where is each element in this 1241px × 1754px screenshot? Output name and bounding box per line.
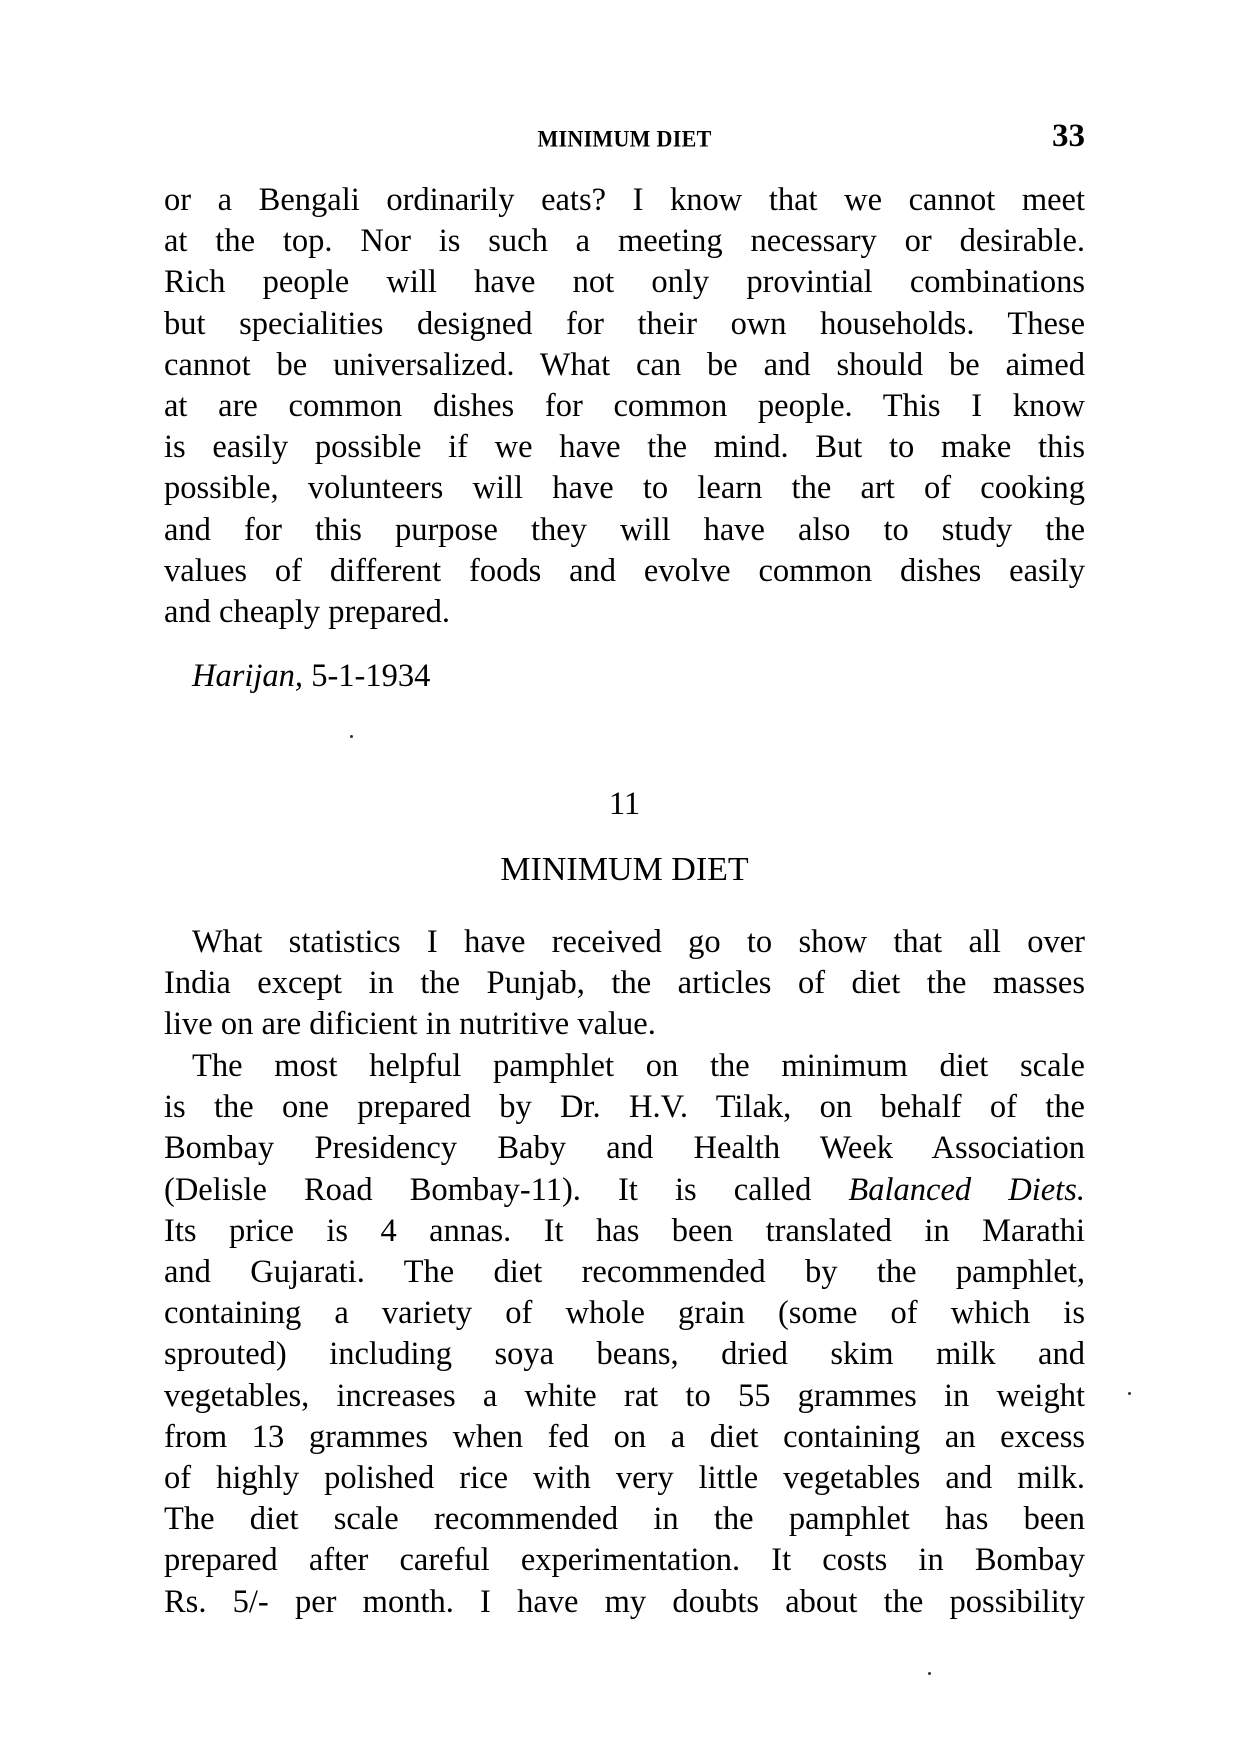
running-head: MINIMUM DIET <box>537 125 712 152</box>
chapter-number: 11 <box>608 786 641 822</box>
text-line: containing a variety of whole grain (some of which is <box>164 1295 1085 1332</box>
text-line: What statistics I have received go to show that all over <box>192 924 1085 960</box>
text-line: live on are dificient in nutritive value. <box>164 1006 656 1043</box>
text-line: at are common dishes for common people. This I know <box>164 388 1085 425</box>
text-line: Rich people will have not only provintial combinations <box>164 264 1085 301</box>
text-line: of highly polished rice with very little vegetables and milk. <box>164 1460 1085 1497</box>
continued-paragraph <box>164 180 1085 633</box>
page-header <box>164 118 1085 158</box>
text-line: and Gujarati. The diet recommended by the pamphlet, <box>164 1254 1085 1291</box>
scan-speck <box>350 735 353 738</box>
text-line: cannot be universalized. What can be and should be aimed <box>164 346 1085 383</box>
paragraph-statistics <box>164 922 1085 1046</box>
paragraph-pamphlet <box>164 1046 1085 1623</box>
text-line: or a Bengali ordinarily eats? I know that we cannot meet <box>164 182 1085 218</box>
citation-date: 5-1-1934 <box>311 658 431 694</box>
text-line: from 13 grammes when fed on a diet containing an excess <box>164 1418 1085 1455</box>
text-line: prepared after careful experimentation. It costs in Bombay <box>164 1542 1085 1579</box>
pamphlet-title: Balanced Diets. <box>848 1171 1085 1208</box>
text-line: at the top. Nor is such a meeting necessary or desirable. <box>164 223 1085 260</box>
text-line: The most helpful pamphlet on the minimum diet scale <box>192 1048 1085 1084</box>
text-line: and cheaply prepared. <box>164 594 451 631</box>
page-number: 33 <box>1052 118 1085 154</box>
scan-speck <box>928 1672 931 1675</box>
citation <box>192 656 430 697</box>
text-line: vegetables, increases a white rat to 55 grammes in weight <box>164 1377 1085 1414</box>
text-line: values of different foods and evolve common dishes easily <box>164 552 1085 589</box>
scan-speck <box>1128 1392 1131 1395</box>
text-fragment: (Delisle Road Bombay-11). It is called <box>164 1171 849 1208</box>
text-line: The diet scale recommended in the pamphlet has been <box>164 1501 1085 1538</box>
text-line: Rs. 5/- per month. I have my doubts about the possibility <box>164 1583 1085 1620</box>
text-line: is the one prepared by Dr. H.V. Tilak, on behalf of the <box>164 1089 1085 1126</box>
text-line: and for this purpose they will have also to study the <box>164 511 1085 548</box>
text-line: Its price is 4 annas. It has been translated in Marathi <box>164 1212 1085 1249</box>
text-line: possible, volunteers will have to learn the art of cooking <box>164 470 1085 507</box>
text-line: but specialities designed for their own households. These <box>164 305 1085 342</box>
text-line: is easily possible if we have the mind. But to make this <box>164 429 1085 466</box>
text-line: India except in the Punjab, the articles of diet the masses <box>164 965 1085 1002</box>
text-line: Bombay Presidency Baby and Health Week Association <box>164 1130 1085 1167</box>
citation-source: Harijan, <box>192 658 304 694</box>
text-line: sprouted) including soya beans, dried skim milk and <box>164 1336 1085 1373</box>
text-line <box>164 1170 1085 1211</box>
chapter-title: MINIMUM DIET <box>500 851 749 888</box>
